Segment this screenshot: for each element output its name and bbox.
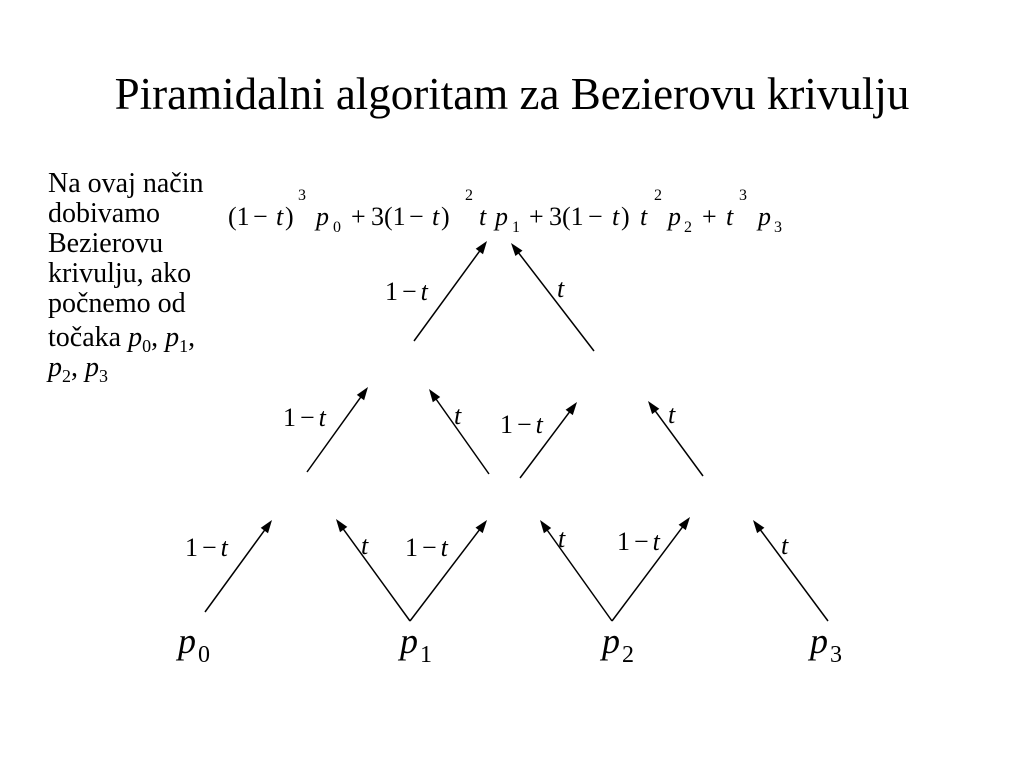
weight-var: t <box>440 533 448 562</box>
weight-label-p0-right <box>185 535 228 561</box>
description-line-1: Na ovaj način <box>48 168 204 199</box>
formula-t2-coefficient: 3 <box>371 202 384 231</box>
arrow-p0-right-head <box>261 520 272 533</box>
formula-t1-point-symbol: p <box>316 202 329 231</box>
formula-t2-point-symbol: p <box>495 202 508 231</box>
weight-minus: − <box>634 527 649 556</box>
arrow-top-a-right-head <box>476 241 487 254</box>
weight-label-top-b-left <box>557 276 564 302</box>
weight-var: t <box>557 274 565 303</box>
arrow-p2-left <box>546 529 612 621</box>
weight-label-p1-right <box>405 535 448 561</box>
point-symbol: p <box>810 621 828 661</box>
point-index: 0 <box>198 642 210 668</box>
weight-one: 1 <box>185 533 198 562</box>
description-line-3: Bezierovu <box>48 228 164 259</box>
weight-var: t <box>318 403 326 432</box>
separator: , <box>71 352 78 383</box>
arrow-mid-b-right-head <box>566 402 577 415</box>
arrow-mid-b-left-head <box>429 389 440 402</box>
point-index: 1 <box>179 336 189 356</box>
separator: , <box>151 322 159 353</box>
weight-one: 1 <box>500 410 513 439</box>
formula-t3-var: t <box>612 202 620 231</box>
formula-t2-var: t <box>432 202 440 231</box>
weight-minus: − <box>300 403 315 432</box>
formula-plus-3: + <box>702 202 717 231</box>
point-symbol: p <box>400 621 418 661</box>
weight-label-mid-a-right <box>283 405 326 431</box>
point-symbol: p <box>178 621 196 661</box>
formula-t3-minus: − <box>588 202 603 231</box>
formula-t3-point-index: 2 <box>684 219 692 236</box>
point-symbol: p <box>602 621 620 661</box>
weight-label-p1-left <box>361 533 368 559</box>
formula-t2-t: t <box>479 202 487 231</box>
arrow-p3-left <box>760 529 828 621</box>
control-point-p3 <box>810 621 842 668</box>
formula-t4-point-symbol: p <box>758 202 771 231</box>
formula-t1-open: (1 <box>228 202 250 231</box>
arrow-top-b-left-head <box>511 243 523 256</box>
formula-t1-var: t <box>276 202 284 231</box>
formula-t1-point-index: 0 <box>333 219 341 236</box>
formula-t2-open: (1 <box>384 202 406 231</box>
arrow-p1-left <box>343 528 411 621</box>
weight-label-mid-b-right <box>500 412 543 438</box>
weight-label-p2-left <box>558 526 565 552</box>
arrow-p1-left-head <box>336 519 347 532</box>
arrow-top-b-left <box>518 252 594 351</box>
description-line-2: dobivamo <box>48 198 160 229</box>
weight-var: t <box>652 527 660 556</box>
formula-t3-point-symbol: p <box>668 202 681 231</box>
weight-label-mid-c-left <box>668 402 675 428</box>
weight-var: t <box>558 524 566 553</box>
formula-plus-2: + <box>529 202 544 231</box>
point-symbol: p <box>165 322 180 353</box>
weight-minus: − <box>517 410 532 439</box>
weight-label-mid-b-left <box>454 403 461 429</box>
formula-t3-open: (1 <box>562 202 584 231</box>
slide-title: Piramidalni algoritam za Bezierovu krivulju <box>114 69 910 119</box>
weight-one: 1 <box>617 527 630 556</box>
point-index: 2 <box>622 642 634 668</box>
control-point-p0 <box>178 621 210 668</box>
weight-minus: − <box>202 533 217 562</box>
formula-t2-power: 2 <box>465 187 473 204</box>
weight-minus: − <box>402 277 417 306</box>
point-index: 1 <box>420 642 432 668</box>
weight-var: t <box>668 400 676 429</box>
formula-t3-close: ) <box>621 202 630 231</box>
weight-var: t <box>781 531 789 560</box>
point-symbol: p <box>85 352 99 383</box>
control-point-p1 <box>400 621 432 668</box>
point-symbol: p <box>48 352 62 383</box>
arrow-mid-b-left <box>435 398 489 474</box>
point-index: 3 <box>99 366 108 386</box>
weight-label-p3-left <box>781 533 788 559</box>
point-index: 2 <box>62 366 71 386</box>
formula-t2-close: ) <box>441 202 450 231</box>
weight-minus: − <box>422 533 437 562</box>
weight-var: t <box>454 401 462 430</box>
weight-label-top-a-right <box>385 279 428 305</box>
description-line-4: krivulju, ako <box>48 258 192 289</box>
formula-t3-coefficient: 3 <box>549 202 562 231</box>
formula-t2-point-index: 1 <box>512 219 520 236</box>
formula-t4-t: t <box>726 202 734 231</box>
weight-one: 1 <box>283 403 296 432</box>
description-line-5: počnemo od <box>48 288 186 319</box>
formula-t3-t-power: 2 <box>654 187 662 204</box>
formula-t2-minus: − <box>409 202 424 231</box>
weight-var: t <box>535 410 543 439</box>
separator: , <box>188 322 196 353</box>
arrow-p2-right-head <box>679 517 690 530</box>
arrow-p3-left-head <box>753 520 764 533</box>
weight-one: 1 <box>385 277 398 306</box>
arrow-p1-right-head <box>476 520 488 533</box>
weight-label-p2-right <box>617 529 660 555</box>
formula-t1-close: ) <box>285 202 294 231</box>
formula-t3-t: t <box>640 202 648 231</box>
point-index: 3 <box>830 642 842 668</box>
weight-var: t <box>420 277 428 306</box>
weight-one: 1 <box>405 533 418 562</box>
weight-var: t <box>361 531 369 560</box>
description-points-prefix: točaka <box>48 322 122 353</box>
arrow-mid-a-right-head <box>357 387 368 400</box>
formula-t4-point-index: 3 <box>774 219 782 236</box>
arrow-p2-left-head <box>540 520 551 533</box>
arrow-mid-c-left-head <box>648 401 659 414</box>
point-index: 0 <box>142 336 152 356</box>
formula-t1-minus: − <box>253 202 268 231</box>
formula-t1-power: 3 <box>298 187 306 204</box>
arrow-mid-c-left <box>655 410 704 476</box>
control-point-p2 <box>602 621 634 668</box>
weight-var: t <box>220 533 228 562</box>
formula-plus-1: + <box>351 202 366 231</box>
point-symbol: p <box>128 322 143 353</box>
formula-t4-t-power: 3 <box>739 187 747 204</box>
